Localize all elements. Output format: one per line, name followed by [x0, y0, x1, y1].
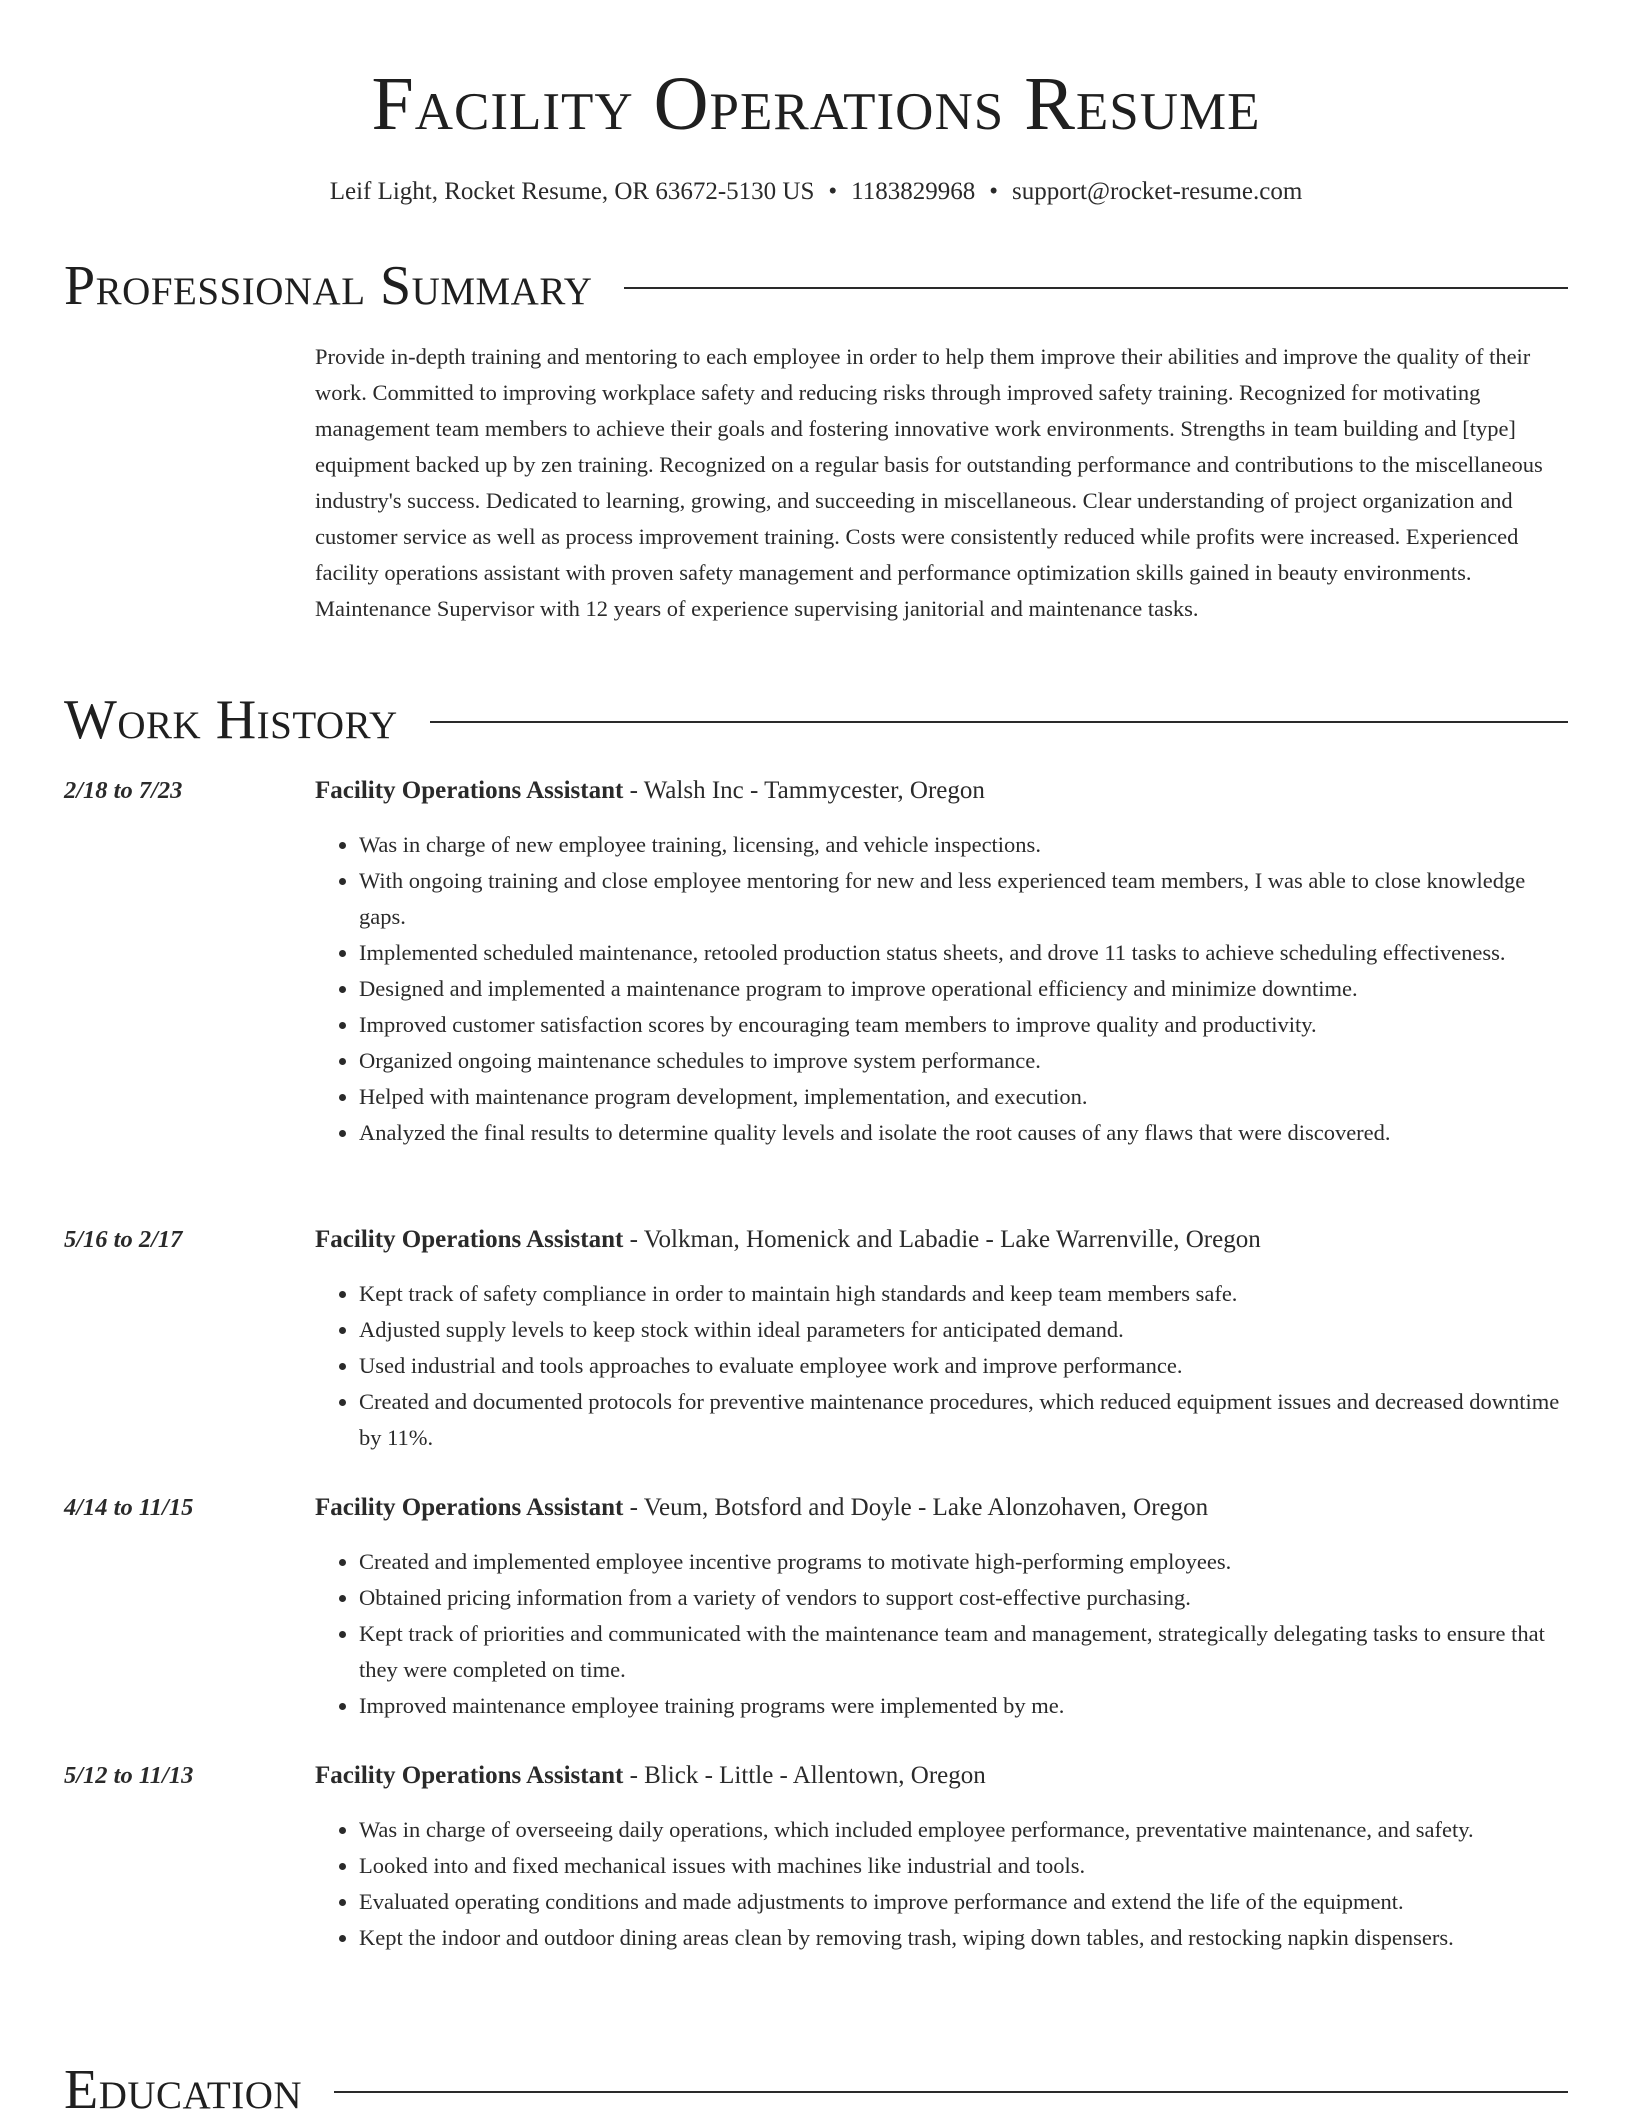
contact-line [0, 176, 1632, 208]
section-divider [334, 2091, 1568, 2093]
job-heading [315, 1758, 986, 1794]
job-bullets [315, 1544, 1568, 1724]
bullet-item: • Was in charge of overseeing daily operations, which included employee performance, preventative maintenance, and safety. [359, 1812, 1568, 1848]
job-title: Facility Operations Assistant [315, 777, 624, 804]
section-heading-work-history [64, 685, 1568, 755]
job-dates: 5/16 to 2/17 [64, 1226, 183, 1253]
bullet-item: • Looked into and fixed mechanical issues with machines like industrial and tools. [359, 1848, 1568, 1884]
job-title: Facility Operations Assistant [315, 1762, 624, 1789]
bullet-item: • Kept the indoor and outdoor dining areas clean by removing trash, wiping down tables, and restocking napkin dispensers. [359, 1920, 1568, 1956]
job-heading [315, 1222, 1261, 1258]
section-divider [624, 287, 1568, 289]
bullet-item: • Created and documented protocols for preventive maintenance procedures, which reduced equipment issues and decreased downtime by 11%. [359, 1384, 1568, 1456]
job-bullets [315, 1276, 1568, 1456]
section-divider [430, 721, 1568, 723]
job-heading [315, 1490, 1208, 1526]
contact-address: Leif Light, Rocket Resume, OR 63672-5130 US [329, 178, 815, 205]
contact-phone: 1183829968 [851, 178, 976, 205]
job-heading [315, 773, 985, 809]
section-heading-education [64, 2055, 1568, 2125]
job-employer-location: - Walsh Inc - Tammycester, Oregon [623, 777, 985, 804]
bullet-item: • Improved maintenance employee training programs were implemented by me. [359, 1688, 1568, 1724]
section-title: Education [64, 2059, 303, 2121]
bullet-item: • Used industrial and tools approaches to evaluate employee work and improve performance. [359, 1348, 1568, 1384]
job-title: Facility Operations Assistant [315, 1494, 624, 1521]
section-title: Professional Summary [64, 255, 593, 317]
bullet-item: • Organized ongoing maintenance schedules to improve system performance. [359, 1043, 1568, 1079]
section-heading-professional-summary [64, 251, 1568, 321]
bullet-item: • Improved customer satisfaction scores by encouraging team members to improve quality and productivity. [359, 1007, 1568, 1043]
bullet-item: • Was in charge of new employee training, licensing, and vehicle inspections. [359, 827, 1568, 863]
bullet-item: • Kept track of safety compliance in order to maintain high standards and keep team members safe. [359, 1276, 1568, 1312]
job-employer-location: - Blick - Little - Allentown, Oregon [623, 1762, 986, 1789]
bullet-item: • Implemented scheduled maintenance, retooled production status sheets, and drove 11 tasks to achieve scheduling effectiveness. [359, 935, 1568, 971]
job-bullets [315, 1812, 1568, 1956]
bullet-item: • Designed and implemented a maintenance program to improve operational efficiency and minimize downtime. [359, 971, 1568, 1007]
bullet-item: • Evaluated operating conditions and made adjustments to improve performance and extend the life of the equipment. [359, 1884, 1568, 1920]
summary-paragraph: Provide in-depth training and mentoring to each employee in order to help them improve their abilities and improve the quality of their work. Committed to improving workplace safety and reducing risks through improved safety training. Recognized for motivating management team members to achieve their goals and fostering innovative work environments. Strengths in team building and [type] equipment backed up by zen training. Recognized on a regular basis for outstanding performance and contributions to the miscellaneous industry's success. Dedicated to learning, growing, and succeeding in miscellaneous. Clear understanding of project organization and customer service as well as process improvement training. Costs were consistently reduced while profits were increased. Experienced facility operations assistant with proven safety management and performance optimization skills gained in beauty environments. Maintenance Supervisor with 12 years of experience supervising janitorial and maintenance tasks. [315, 344, 1543, 621]
job-employer-location: - Veum, Botsford and Doyle - Lake Alonzohaven, Oregon [623, 1494, 1209, 1521]
job-dates: 5/12 to 11/13 [64, 1762, 194, 1789]
bullet-item: • Helped with maintenance program development, implementation, and execution. [359, 1079, 1568, 1115]
bullet-item: • Analyzed the final results to determine quality levels and isolate the root causes of any flaws that were discovered. [359, 1115, 1568, 1151]
section-title: Work History [64, 689, 398, 751]
job-dates: 4/14 to 11/15 [64, 1494, 194, 1521]
resume-title: Facility Operations Resume [371, 62, 1261, 146]
bullet-item: • Obtained pricing information from a variety of vendors to support cost-effective purchasing. [359, 1580, 1568, 1616]
bullet-item: • Created and implemented employee incentive programs to motivate high-performing employees. [359, 1544, 1568, 1580]
job-bullets [315, 827, 1568, 1151]
bullet-item: • Kept track of priorities and communicated with the maintenance team and management, strategically delegating tasks to ensure that they were completed on time. [359, 1616, 1568, 1688]
job-title: Facility Operations Assistant [315, 1226, 624, 1253]
contact-email[interactable]: support@rocket-resume.com [1011, 178, 1303, 205]
bullet-separator: • [989, 178, 998, 205]
job-employer-location: - Volkman, Homenick and Labadie - Lake Warrenville, Oregon [623, 1226, 1261, 1253]
bullet-item: • With ongoing training and close employee mentoring for new and less experienced team members, I was able to close knowledge gaps. [359, 863, 1568, 935]
bullet-item: • Adjusted supply levels to keep stock within ideal parameters for anticipated demand. [359, 1312, 1568, 1348]
job-dates: 2/18 to 7/23 [64, 777, 183, 804]
bullet-separator: • [828, 178, 838, 205]
